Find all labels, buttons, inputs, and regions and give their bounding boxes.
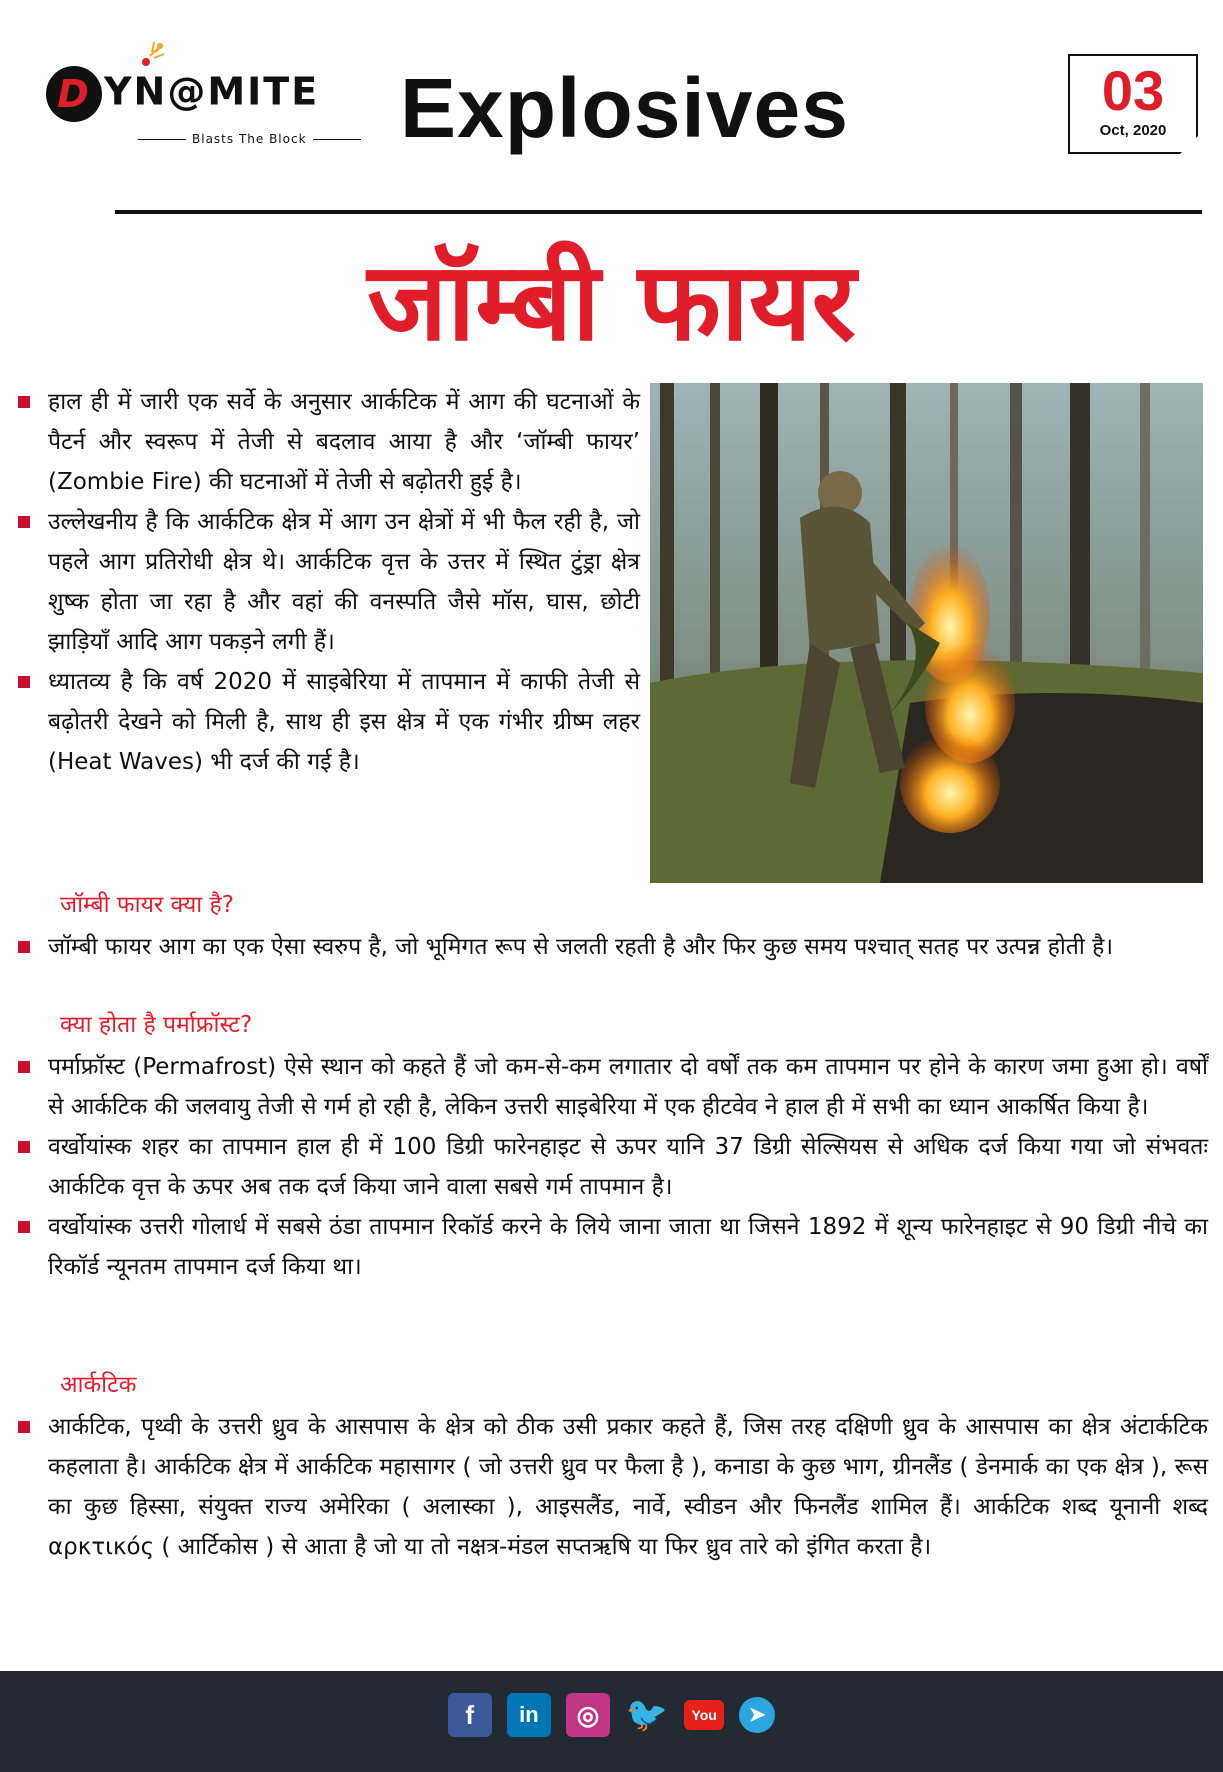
intro-bullet-list	[18, 382, 640, 782]
header-divider	[115, 210, 1202, 214]
forest-fire-photo	[650, 383, 1203, 883]
bullet-square-icon	[18, 516, 30, 528]
section-heading-zombie-fire: जॉम्बी फायर क्या है?	[60, 892, 234, 918]
footer	[0, 1671, 1223, 1772]
bullet-square-icon	[18, 1421, 30, 1433]
telegram-icon[interactable]: ➤	[739, 1697, 775, 1733]
bullet-square-icon	[18, 1061, 30, 1073]
twitter-icon[interactable]: 🐦	[625, 1696, 669, 1734]
facebook-icon[interactable]: f	[448, 1693, 492, 1737]
bullet-square-icon	[18, 1221, 30, 1233]
bullet-square-icon	[18, 396, 30, 408]
section-heading-arctic: आर्कटिक	[60, 1372, 137, 1398]
list-item: आर्कटिक, पृथ्वी के उत्तरी ध्रुव के आसपास के क्षेत्र को ठीक उसी प्रकार कहते हैं, जिस तरह दक्षिणी ध्रुव के आसपास का क्षेत्र अंटार्कटिक कहलाता है। आर्कटिक क्षेत्र में आर्कटिक महासागर ( जो उत्तरी ध्रुव पर फैला है ), कनाडा के कुछ भाग, ग्रीनलैंड ( डेनमार्क का एक क्षेत्र ), रूस का कुछ हिस्सा, संयुक्त राज्य अमेरिका ( अलास्का ), आइसलैंड, नार्वे, स्वीडन और फिनलैंड शामिल हैं। आर्कटिक शब्द यूनानी शब्द αρκτικός ( आर्टिकोस ) से आता है जो या तो नक्षत्र-मंडल सप्तऋषि या फिर ध्रुव तारे को इंगित करता है।	[18, 1407, 1208, 1567]
list-item: वर्खोयांस्क शहर का तापमान हाल ही में 100 डिग्री फारेनहाइट से ऊपर यानि 37 डिग्री सेल्सियस से अधिक दर्ज किया गया जो संभवतः आर्कटिक वृत्त के ऊपर अब तक दर्ज किया जाने वाला सबसे गर्म तापमान है।	[18, 1127, 1208, 1207]
youtube-icon[interactable]: You	[684, 1700, 724, 1730]
instagram-icon[interactable]: ◎	[566, 1693, 610, 1737]
list-item: वर्खोयांस्क उत्तरी गोलार्ध में सबसे ठंडा तापमान रिकॉर्ड करने के लिये जाना जाता था जिसने 1892 में शून्य फारेनहाइट से 90 डिग्री नीचे का रिकॉर्ड न्यूनतम तापमान दर्ज किया था।	[18, 1207, 1208, 1287]
zombie-fire-bullet-list	[18, 927, 1208, 967]
list-item: उल्लेखनीय है कि आर्कटिक क्षेत्र में आग उन क्षेत्रों में भी फैल रही है, जो पहले आग प्रतिरोधी क्षेत्र थे। आर्कटिक वृत्त के उत्तर में स्थित टुंड्रा क्षेत्र शुष्क होता जा रहा है और वहां की वनस्पति जैसे मॉस, घास, छोटी झाड़ियाँ आदि आग पकड़ने लगी हैं।	[18, 502, 640, 662]
logo-bomb-letter: D	[46, 66, 102, 122]
date-badge-corner	[1180, 136, 1198, 154]
logo-tagline: Blasts The Block	[132, 132, 367, 146]
logo[interactable]	[40, 40, 370, 150]
list-item: पर्माफ्रॉस्ट (Permafrost) ऐसे स्थान को कहते हैं जो कम-से-कम लगातार दो वर्षों तक कम तापमान पर होने के कारण जमा हुआ हो। वर्षों से आर्कटिक की जलवायु तेजी से गर्म हो रही है, लेकिन उत्तरी साइबेरिया में एक हीटवेव ने हाल ही में सभी का ध्यान आकर्षित किया है।	[18, 1047, 1208, 1127]
social-links	[0, 1693, 1223, 1737]
logo-wordmark	[46, 66, 319, 122]
section-heading-permafrost: क्या होता है पर्माफ्रॉस्ट?	[60, 1012, 253, 1038]
bullet-square-icon	[18, 1141, 30, 1153]
list-item: हाल ही में जारी एक सर्वे के अनुसार आर्कटिक में आग की घटनाओं के पैटर्न और स्वरूप में तेजी से बदलाव आया है और ‘जॉम्बी फायर’ (Zombie Fire) की घटनाओं में तेजी से बढ़ोतरी हुई है।	[18, 382, 640, 502]
article-headline: जॉम्बी फायर	[367, 240, 856, 365]
permafrost-bullet-list	[18, 1047, 1208, 1287]
linkedin-icon[interactable]: in	[507, 1693, 551, 1737]
list-item: ध्यातव्य है कि वर्ष 2020 में साइबेरिया में तापमान में काफी तेजी से बढ़ोतरी देखने को मिली है, साथ ही इस क्षेत्र में एक गंभीर ग्रीष्म लहर (Heat Waves) भी दर्ज की गई है।	[18, 662, 640, 782]
bullet-square-icon	[18, 941, 30, 953]
date-day: 03	[1101, 59, 1165, 122]
date-badge	[1068, 54, 1198, 154]
logo-text: YN@MITE	[104, 69, 320, 114]
date-month: Oct, 2020	[1099, 122, 1167, 139]
arctic-bullet-list	[18, 1407, 1208, 1567]
bullet-square-icon	[18, 676, 30, 688]
page-title: Explosives	[400, 61, 849, 155]
list-item: जॉम्बी फायर आग का एक ऐसा स्वरुप है, जो भूमिगत रूप से जलती रहती है और फिर कुछ समय पश्चात् सतह पर उत्पन्न होती है।	[18, 927, 1208, 967]
forest-fire-illustration	[650, 383, 1203, 883]
